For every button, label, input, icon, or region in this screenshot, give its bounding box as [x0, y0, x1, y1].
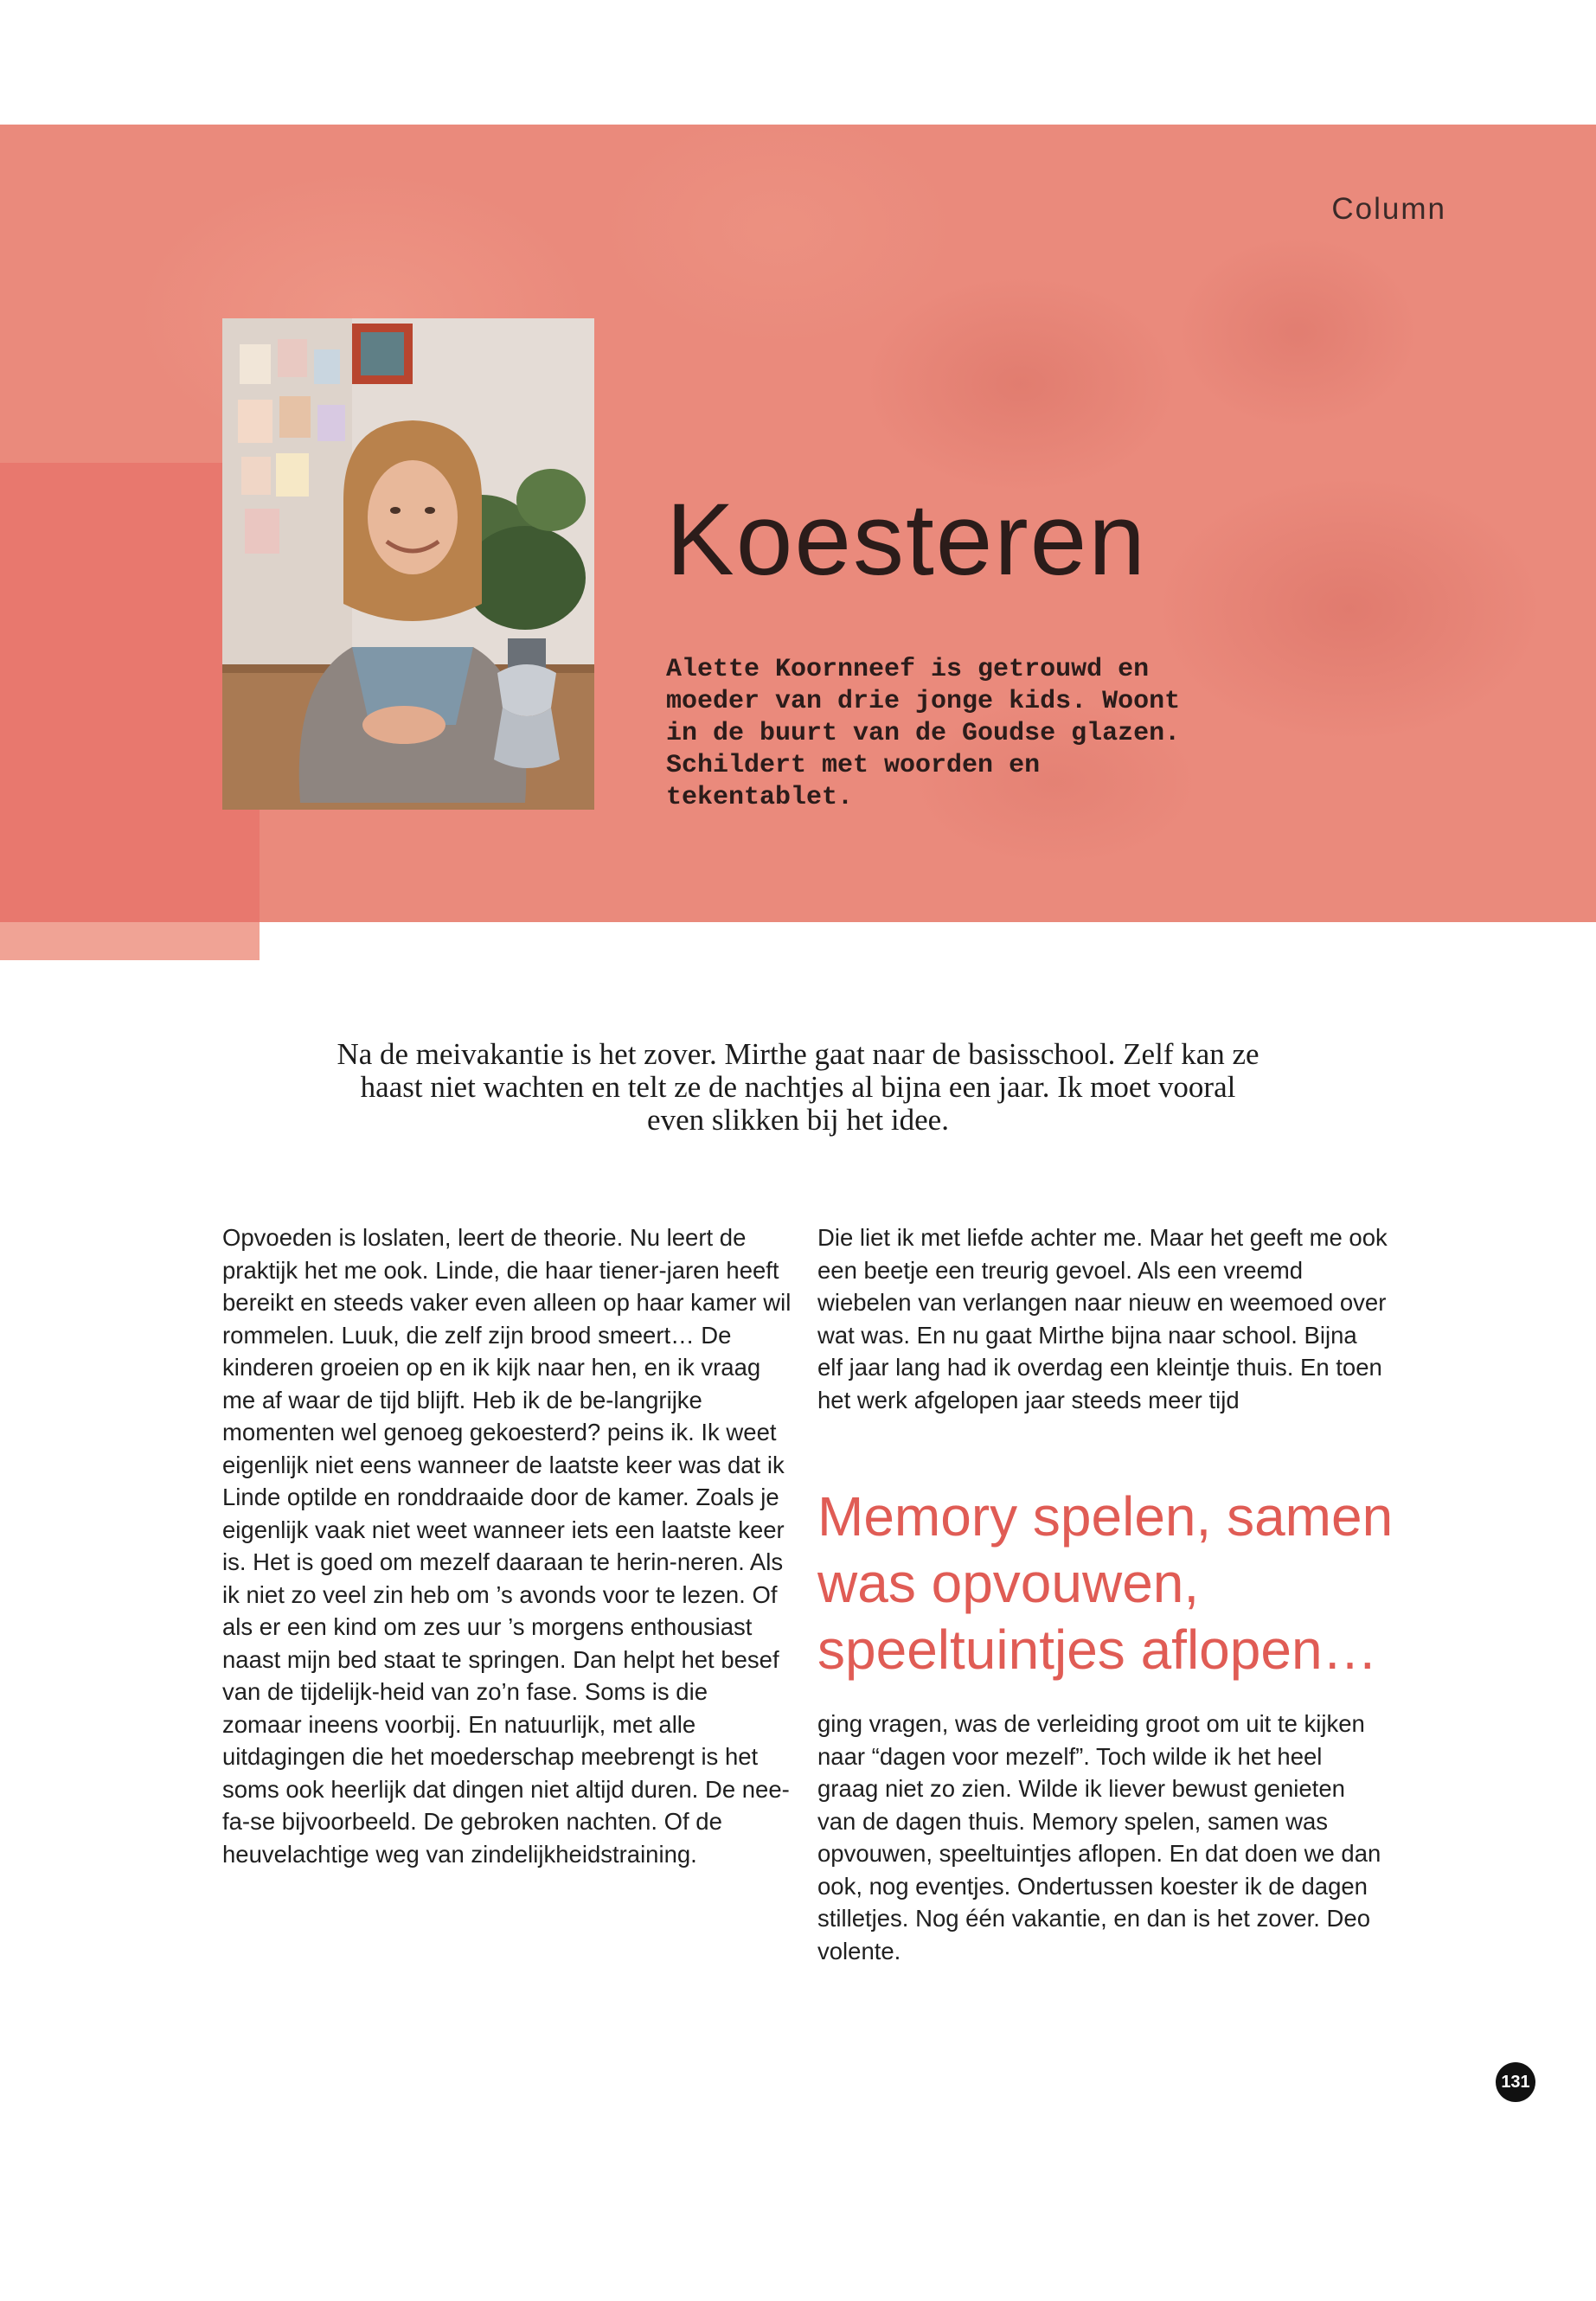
body-column-right-bottom: ging vragen, was de verleiding groot om uit te kijken naar “dagen voor mezelf”. Toch wilde ik het heel graag niet zo zien. Wilde ik liever bewust genieten van de dagen thuis. Memory spelen, samen was opvouwen, speeltuintjes aflopen. En dat doen we dan ook, nog eventjes. Ondertussen koester ik de dagen stilletjes. Nog één vakantie, en dan is het zover. Deo volente. [817, 1710, 1381, 1965]
pull-quote: Memory spelen, samen was opvouwen, speeltuintjes aflopen… [817, 1485, 1394, 1681]
section-label: Column [1331, 192, 1446, 226]
author-bio: Alette Koornneef is getrouwd en moeder van drie jonge kids. Woont in de buurt van de Goudse glazen. Schildert met woorden en tekentablet. [666, 655, 1181, 812]
page-number-badge: 131 [1496, 2062, 1535, 2102]
intro-paragraph: Na de meivakantie is het zover. Mirthe gaat naar de basisschool. Zelf kan ze haast niet wachten en telt ze de nachtjes al bijna een jaar. Ik moet vooral even slikken bij het idee. [337, 1037, 1259, 1137]
body-column-right-top: Die liet ik met liefde achter me. Maar het geeft me ook een beetje een treurig gevoel. Als een vreemd wiebelen van verlangen naar nieuw en weemoed over wat was. En nu gaat Mirthe bijna naar school. Bijna elf jaar lang had ik overdag een kleintje thuis. En toen het werk afgelopen jaar steeds meer tijd [817, 1224, 1388, 1413]
accent-block-lower [0, 922, 260, 960]
accent-block [0, 463, 260, 960]
body-column-left: Opvoeden is loslaten, leert de theorie. Nu leert de praktijk het me ook. Linde, die haar tiener-jaren heeft bereikt en steeds vaker even alleen op haar kamer wil rommelen. Luuk, die zelf zijn brood smeert… De kinderen groeien op en ik kijk naar hen, en ik vraag me af waar de tijd blijft. Heb ik de be-langrijke momenten wel genoeg gekoesterd? peins ik. Ik weet eigenlijk niet eens wanneer de laatste keer was dat ik Linde optilde en ronddraaide door de kamer. Zoals je eigenlijk vaak niet weet wanneer iets een laatste keer is. Het is goed om mezelf daaraan te herin-neren. Als ik niet zo veel zin heb om ’s avonds voor te lezen. Of als er een kind om zes uur ’s morgens enthousiast naast mijn bed staat te springen. Dan helpt het besef van de tijdelijk-heid van zo’n fase. Soms is die zomaar ineens voorbij. En natuurlijk, met alle uitdagingen die het moederschap meebrengt is het soms ook heerlijk dat dingen niet altijd duren. De nee-fa-se bijvoorbeeld. De gebroken nachten. Of de heuvelachtige weg van zindelijkheidstraining. [222, 1224, 792, 1868]
article-title: Koesteren [666, 483, 1147, 597]
author-portrait-photo [222, 318, 594, 810]
